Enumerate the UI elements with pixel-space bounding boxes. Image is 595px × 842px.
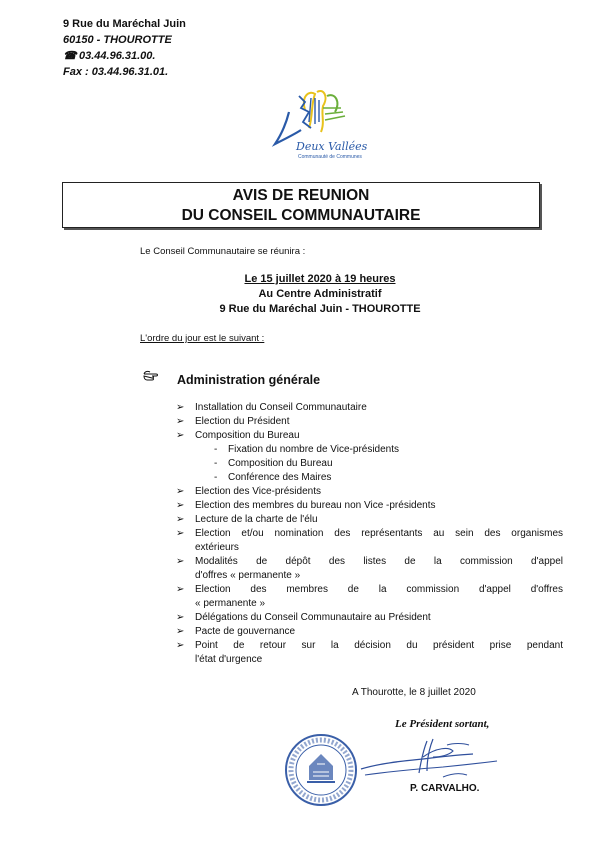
agenda-item <box>0 401 595 415</box>
bullet-arrow-icon: ➢ <box>176 514 185 525</box>
agenda-item <box>0 499 595 513</box>
agenda-item-text: Election des membres du bureau non Vice -présidents <box>195 500 436 511</box>
agenda-item <box>0 485 595 499</box>
agenda-item-text: Election des membres de la commission d'appel d'offres <box>195 584 563 595</box>
meeting-date: Le 15 juillet 2020 à 19 heures <box>244 273 396 285</box>
meeting-address: 9 Rue du Maréchal Juin - THOUROTTE <box>219 303 421 315</box>
agenda-item-text: « permanente » <box>195 598 266 609</box>
dash-bullet: - <box>214 444 218 455</box>
address-city: 60150 - THOUROTTE <box>63 34 172 46</box>
agenda-item <box>0 429 595 443</box>
agenda-sub-item <box>0 471 595 485</box>
bullet-arrow-icon: ➢ <box>176 500 185 511</box>
agenda-item-text: Election et/ou nomination des représentants au sein des organismes <box>195 528 563 539</box>
meeting-details <box>200 272 440 317</box>
agenda-item-text: Point de retour sur la décision du président prise pendant <box>195 640 563 651</box>
agenda-item <box>0 639 595 667</box>
agenda-item-text: Installation du Conseil Communautaire <box>195 402 367 413</box>
pointing-hand-icon <box>143 368 165 382</box>
bullet-arrow-icon: ➢ <box>176 486 185 497</box>
intro-text: Le Conseil Communautaire se réunira : <box>140 246 306 257</box>
agenda-item-text: l'état d'urgence <box>195 654 263 665</box>
agenda-item <box>0 513 595 527</box>
bullet-arrow-icon: ➢ <box>176 528 185 539</box>
telephone-icon: ☎ <box>63 50 77 62</box>
agenda-item-text: Composition du Bureau <box>195 430 300 441</box>
address-block <box>63 16 186 80</box>
address-fax: Fax : 03.44.96.31.01. <box>63 66 169 78</box>
dash-bullet: - <box>214 472 218 483</box>
bullet-arrow-icon: ➢ <box>176 402 185 413</box>
signer-title: Le Président sortant, <box>395 718 490 730</box>
agenda-item-text: Election du Président <box>195 416 290 427</box>
signer-name: P. CARVALHO. <box>410 783 480 794</box>
dash-bullet: - <box>214 458 218 469</box>
bullet-arrow-icon: ➢ <box>176 430 185 441</box>
place-date: A Thourotte, le 8 juillet 2020 <box>352 687 476 698</box>
logo-subtitle: Communauté de Communes <box>298 154 362 160</box>
bullet-arrow-icon: ➢ <box>176 626 185 637</box>
agenda-list <box>0 401 595 667</box>
agenda-sub-item-text: Composition du Bureau <box>228 458 333 469</box>
agenda-sub-item-text: Conférence des Maires <box>228 472 332 483</box>
agenda-sub-item <box>0 443 595 457</box>
agenda-sub-item <box>0 457 595 471</box>
section-title: Administration générale <box>177 373 321 387</box>
document-title <box>62 182 540 228</box>
bullet-arrow-icon: ➢ <box>176 640 185 651</box>
title-line-2: DU CONSEIL COMMUNAUTAIRE <box>181 207 421 224</box>
bullet-arrow-icon: ➢ <box>176 416 185 427</box>
agenda-item-text: extérieurs <box>195 542 239 553</box>
agenda-item <box>0 527 595 555</box>
official-stamp <box>283 732 359 808</box>
agenda-sub-item-text: Fixation du nombre de Vice-présidents <box>228 444 400 455</box>
agenda-item-text: Modalités de dépôt des listes de la commission d'appel <box>195 556 563 567</box>
title-line-1: AVIS DE REUNION <box>232 187 370 204</box>
agenda-intro: L'ordre du jour est le suivant : <box>140 333 265 344</box>
agenda-item <box>0 555 595 583</box>
address-phone-line <box>63 48 186 64</box>
agenda-item-text: Délégations du Conseil Communautaire au Président <box>195 612 431 623</box>
agenda-item <box>0 611 595 625</box>
agenda-item-text: Election des Vice-présidents <box>195 486 321 497</box>
agenda-item-text: d'offres « permanente » <box>195 570 301 581</box>
meeting-place: Au Centre Administratif <box>258 288 382 300</box>
agenda-item-text: Pacte de gouvernance <box>195 626 296 637</box>
address-phone: 03.44.96.31.00. <box>79 50 156 62</box>
bullet-arrow-icon: ➢ <box>176 612 185 623</box>
agenda-item <box>0 583 595 611</box>
logo-name: Deux Vallées <box>296 140 368 153</box>
deux-vallees-logo <box>265 82 375 174</box>
signature <box>357 733 505 783</box>
bullet-arrow-icon: ➢ <box>176 556 185 567</box>
agenda-item <box>0 625 595 639</box>
address-street: 9 Rue du Maréchal Juin <box>63 18 186 30</box>
agenda-item-text: Lecture de la charte de l'élu <box>195 514 318 525</box>
bullet-arrow-icon: ➢ <box>176 584 185 595</box>
agenda-item <box>0 415 595 429</box>
